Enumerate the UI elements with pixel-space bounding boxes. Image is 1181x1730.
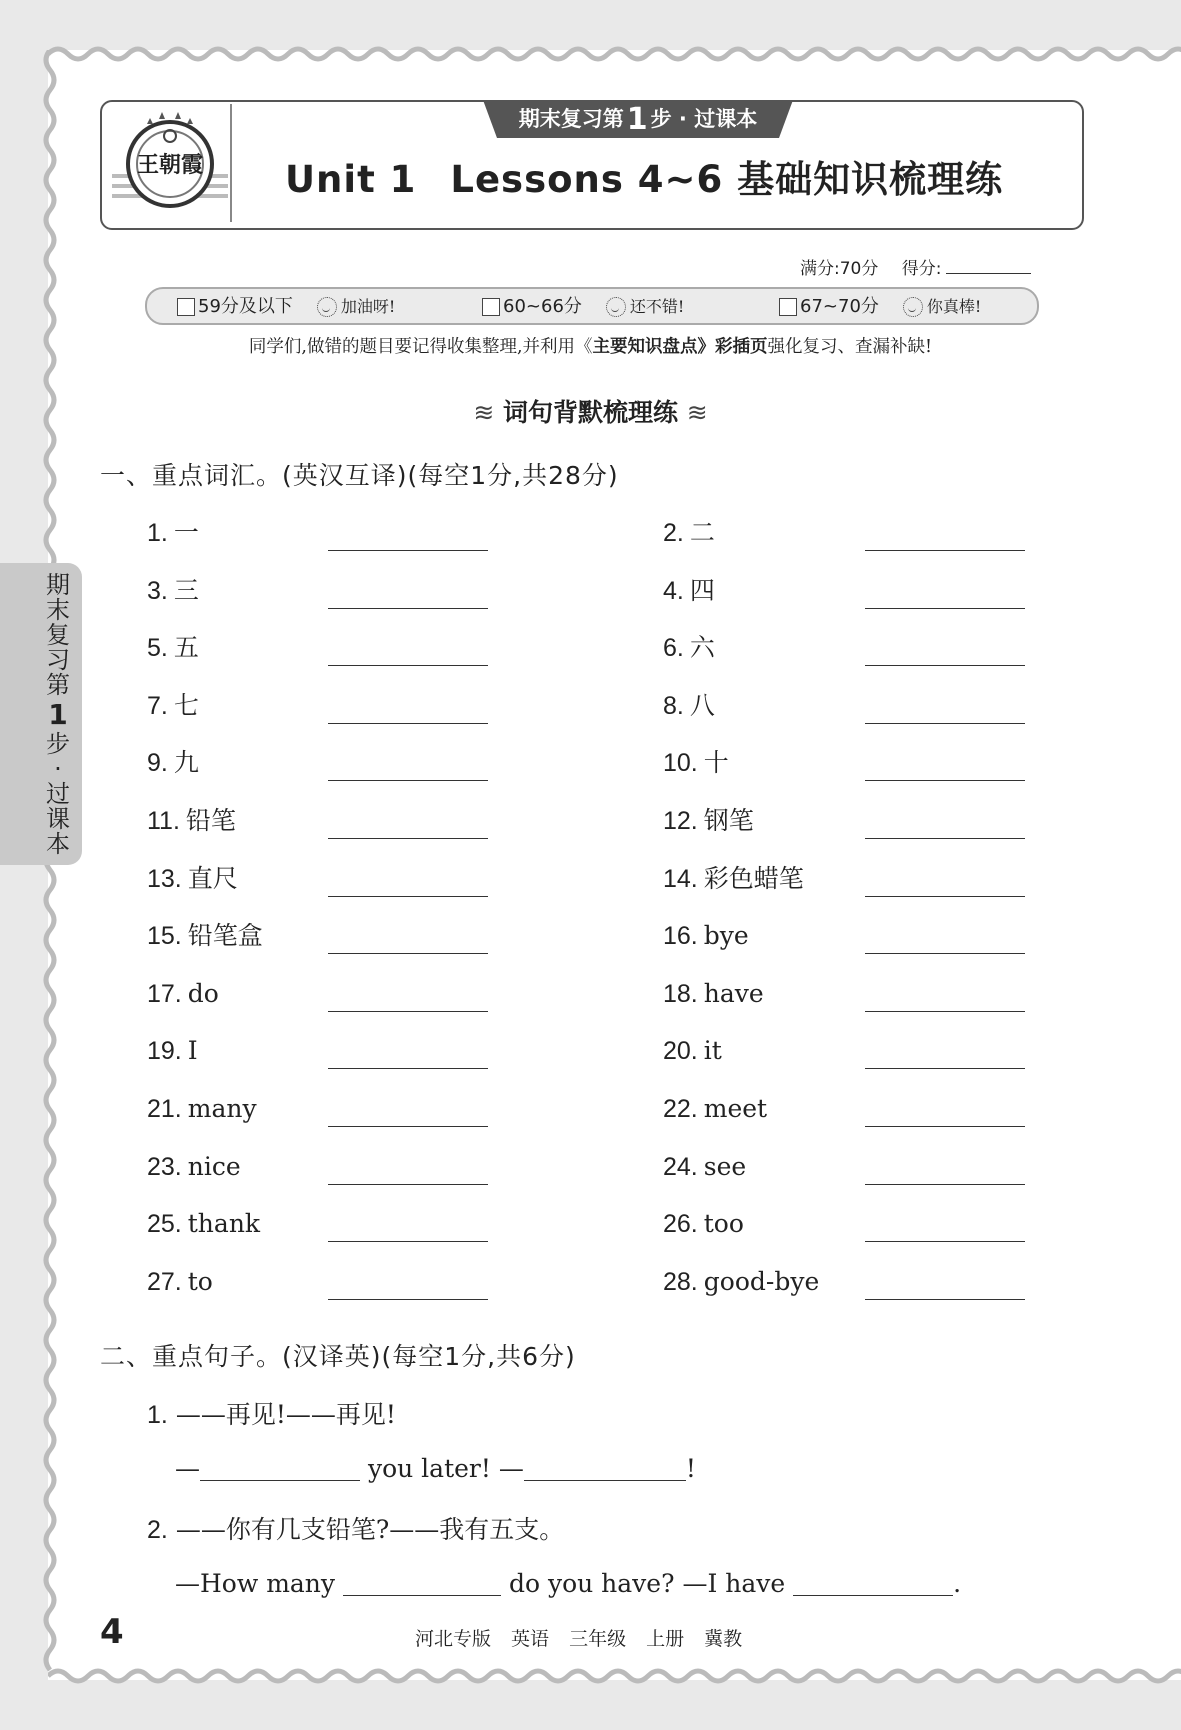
item-word: 直尺 <box>187 863 238 893</box>
answer-blank[interactable] <box>328 665 488 666</box>
answer-blank[interactable] <box>865 608 1025 609</box>
vocab-item <box>147 862 238 896</box>
item-number: 4. <box>663 576 684 605</box>
item-number: 26. <box>663 1210 698 1239</box>
answer-blank[interactable] <box>328 780 488 781</box>
item-word: 七 <box>173 690 199 720</box>
dash: — <box>498 1454 524 1483</box>
sentence-2-chinese <box>147 1510 564 1546</box>
rating-comment: 你真棒! <box>926 297 982 316</box>
smiley-icon <box>606 297 626 317</box>
answer-blank[interactable] <box>865 1184 1025 1185</box>
sentence-1-chinese <box>147 1395 396 1431</box>
answer-blank[interactable] <box>865 780 1025 781</box>
item-number: 21. <box>147 1095 182 1123</box>
item-number: 16. <box>663 922 698 951</box>
vocab-item <box>147 574 199 608</box>
tip-text-after: 强化复习、查漏补缺! <box>767 337 933 357</box>
wave-icon: ≋ <box>473 398 495 427</box>
vocab-item <box>147 804 236 838</box>
item-word: see <box>703 1151 747 1181</box>
item-number: 25. <box>147 1210 182 1239</box>
vocab-item <box>663 1092 767 1126</box>
answer-blank[interactable] <box>865 838 1025 839</box>
answer-blank[interactable] <box>865 953 1025 954</box>
answer-blank[interactable] <box>865 1126 1025 1127</box>
rating-range: 67~70分 <box>800 296 879 317</box>
item-number: 7. <box>147 691 168 720</box>
answer-blank[interactable] <box>328 953 488 954</box>
answer-blank[interactable] <box>793 1573 953 1596</box>
item-number: 14. <box>663 864 698 893</box>
score-line <box>800 254 1031 279</box>
item-word: 九 <box>173 748 199 778</box>
vocab-item <box>663 1034 722 1068</box>
rating-checkbox[interactable] <box>177 298 195 316</box>
vocab-item <box>147 689 199 723</box>
smiley-icon <box>317 297 337 317</box>
item-number: 13. <box>147 864 182 893</box>
item-word: 三 <box>173 575 199 605</box>
vocab-item <box>663 516 715 550</box>
item-word: 五 <box>173 633 199 663</box>
logo-divider <box>230 104 232 222</box>
item-word: 六 <box>689 633 715 663</box>
answer-blank[interactable] <box>328 608 488 609</box>
vocab-item <box>147 1150 241 1184</box>
answer-blank[interactable] <box>328 723 488 724</box>
side-tab-top: 期 末 复 习 第 <box>46 571 70 699</box>
item-number: 20. <box>663 1037 698 1066</box>
vocab-item <box>663 1207 744 1241</box>
item-word: I <box>187 1036 198 1066</box>
score-blank[interactable] <box>946 259 1031 274</box>
rating-range: 59分及以下 <box>198 296 293 317</box>
item-word: it <box>703 1036 722 1066</box>
item-number: 11. <box>147 807 180 835</box>
vocab-item <box>147 1092 257 1126</box>
question-1-heading: 一、重点词汇。(英汉互译)(每空1分,共28分) <box>100 461 619 490</box>
answer-blank[interactable] <box>328 1126 488 1127</box>
answer-blank[interactable] <box>328 1011 488 1012</box>
item-word: bye <box>703 921 749 951</box>
item-number: 19. <box>147 1037 182 1066</box>
answer-blank[interactable] <box>865 1068 1025 1069</box>
item-word: do <box>187 978 219 1008</box>
vocab-item <box>663 746 729 780</box>
item-word: 二 <box>689 518 715 547</box>
sentence-2-english <box>175 1569 961 1598</box>
item-number: 17. <box>147 979 182 1008</box>
tip-text-before: 同学们,做错的题目要记得收集整理,并利用《 <box>248 337 593 357</box>
sentence-1-english <box>175 1454 696 1483</box>
item-number: 23. <box>147 1152 182 1181</box>
item-number: 28. <box>663 1267 698 1296</box>
rating-item-mid <box>482 295 684 319</box>
item-number: 5. <box>147 634 168 663</box>
page-title <box>285 150 1065 210</box>
answer-blank[interactable] <box>865 1241 1025 1242</box>
left-wavy-border <box>40 50 60 1680</box>
publisher-logo <box>110 104 230 222</box>
bottom-wavy-border <box>48 1664 1181 1688</box>
score-label: 得分: <box>901 259 942 279</box>
vocab-item <box>147 631 199 665</box>
item-number: 6. <box>663 634 684 663</box>
sentence-2-en-c: —I have <box>682 1569 786 1598</box>
item-number: 15. <box>147 922 182 951</box>
question-2-heading: 二、重点句子。(汉译英)(每空1分,共6分) <box>100 1342 576 1371</box>
study-tip <box>0 333 1181 358</box>
item-number: 24. <box>663 1152 698 1181</box>
answer-blank[interactable] <box>328 1299 488 1300</box>
ribbon-suffix: 步 · 过课本 <box>650 107 758 131</box>
sentence-1-cn-text: ——再见!——再见! <box>175 1400 396 1429</box>
smiley-icon <box>903 297 923 317</box>
answer-blank[interactable] <box>865 550 1025 551</box>
answer-blank[interactable] <box>865 723 1025 724</box>
rating-checkbox[interactable] <box>779 298 797 316</box>
side-tab-text <box>40 573 76 857</box>
vocab-item <box>147 1207 260 1241</box>
sentence-2-cn-text: ——你有几支铅笔?——我有五支。 <box>175 1515 565 1544</box>
item-number: 18. <box>663 979 698 1008</box>
rating-checkbox[interactable] <box>482 298 500 316</box>
vocab-item <box>147 977 219 1011</box>
item-number: 9. <box>147 749 168 778</box>
answer-blank[interactable] <box>328 1241 488 1242</box>
item-word: nice <box>187 1151 241 1181</box>
answer-blank[interactable] <box>328 896 488 897</box>
item-number: 12. <box>663 807 698 835</box>
ribbon-text <box>483 100 793 138</box>
answer-blank[interactable] <box>328 838 488 839</box>
ribbon-step-number: 1 <box>626 102 648 137</box>
svg-text:王朝霞: 王朝霞 <box>136 152 204 178</box>
item-number: 1. <box>147 519 168 547</box>
answer-blank[interactable] <box>865 665 1025 666</box>
footer-text: 河北专版 英语 三年级 上册 冀教 <box>415 1628 743 1650</box>
item-number: 27. <box>147 1267 182 1296</box>
answer-blank[interactable] <box>328 550 488 551</box>
item-word: many <box>187 1094 257 1123</box>
vocab-item <box>147 746 199 780</box>
item-word: 一 <box>173 518 199 547</box>
vocab-item <box>663 689 715 723</box>
vocab-item <box>663 1150 746 1184</box>
item-word: to <box>187 1266 213 1296</box>
item-number: 3. <box>147 576 168 605</box>
answer-blank[interactable] <box>200 1458 360 1481</box>
unit-label: Unit 1 <box>285 158 417 201</box>
item-number: 22. <box>663 1095 698 1123</box>
answer-blank[interactable] <box>524 1458 686 1481</box>
item-word: 铅笔盒 <box>187 921 263 951</box>
sentence-number: 2. <box>147 1516 168 1544</box>
item-number: 2. <box>663 519 684 547</box>
vocab-item <box>147 1265 213 1299</box>
full-score-label: 满分:70分 <box>800 259 879 279</box>
sentence-1-en-mid: you later! <box>367 1454 491 1483</box>
vocab-item <box>147 1034 198 1068</box>
item-word: 十 <box>703 748 729 778</box>
answer-blank[interactable] <box>328 1068 488 1069</box>
item-number: 8. <box>663 691 684 720</box>
punctuation: . <box>953 1569 962 1598</box>
sentence-number: 1. <box>147 1401 168 1429</box>
side-tab-number: 1 <box>48 698 68 731</box>
rating-comment: 还不错! <box>629 297 685 316</box>
rating-item-low <box>177 295 395 319</box>
vocab-item <box>663 1265 819 1299</box>
answer-blank[interactable] <box>865 896 1025 897</box>
answer-blank[interactable] <box>328 1184 488 1185</box>
item-word: 八 <box>689 690 715 720</box>
rating-item-high <box>779 295 981 319</box>
vocab-item <box>663 804 754 838</box>
section-title <box>0 393 1181 429</box>
vocab-item <box>663 862 804 896</box>
page-number: 4 <box>100 1612 124 1652</box>
section-title-text: 词句背默梳理练 <box>502 398 678 427</box>
item-word: have <box>703 978 764 1008</box>
sentence-2-en-a: —How many <box>175 1569 336 1598</box>
item-word: 钢笔 <box>703 806 754 835</box>
vocab-item <box>663 631 715 665</box>
side-tab-bottom: 步 · 过 课 本 <box>46 730 70 858</box>
tip-text-bold: 主要知识盘点》彩插页 <box>592 337 768 357</box>
item-word: 彩色蜡笔 <box>703 863 804 893</box>
item-word: too <box>703 1209 744 1239</box>
vocab-item <box>663 919 749 953</box>
rating-comment: 加油呀! <box>340 297 396 316</box>
rating-range: 60~66分 <box>503 296 582 317</box>
sentence-2-en-b: do you have? <box>508 1569 675 1598</box>
answer-blank[interactable] <box>865 1011 1025 1012</box>
answer-blank[interactable] <box>865 1299 1025 1300</box>
punctuation: ! <box>685 1454 696 1483</box>
item-number: 10. <box>663 749 698 778</box>
self-rating-bar <box>145 287 1039 325</box>
answer-blank[interactable] <box>343 1573 501 1596</box>
item-word: good-bye <box>703 1266 820 1296</box>
item-word: 铅笔 <box>185 806 236 835</box>
vocab-item <box>147 919 263 953</box>
item-word: 四 <box>689 575 715 605</box>
vocab-item <box>663 977 764 1011</box>
item-word: thank <box>187 1209 261 1239</box>
lessons-label: Lessons 4~6 基础知识梳理练 <box>450 158 1004 201</box>
top-wavy-border <box>48 42 1181 66</box>
vocab-item <box>663 574 715 608</box>
ribbon-prefix: 期末复习第 <box>518 107 624 131</box>
vocab-item <box>147 516 199 550</box>
item-word: meet <box>703 1094 768 1123</box>
wave-icon: ≋ <box>686 398 708 427</box>
dash: — <box>175 1454 200 1483</box>
